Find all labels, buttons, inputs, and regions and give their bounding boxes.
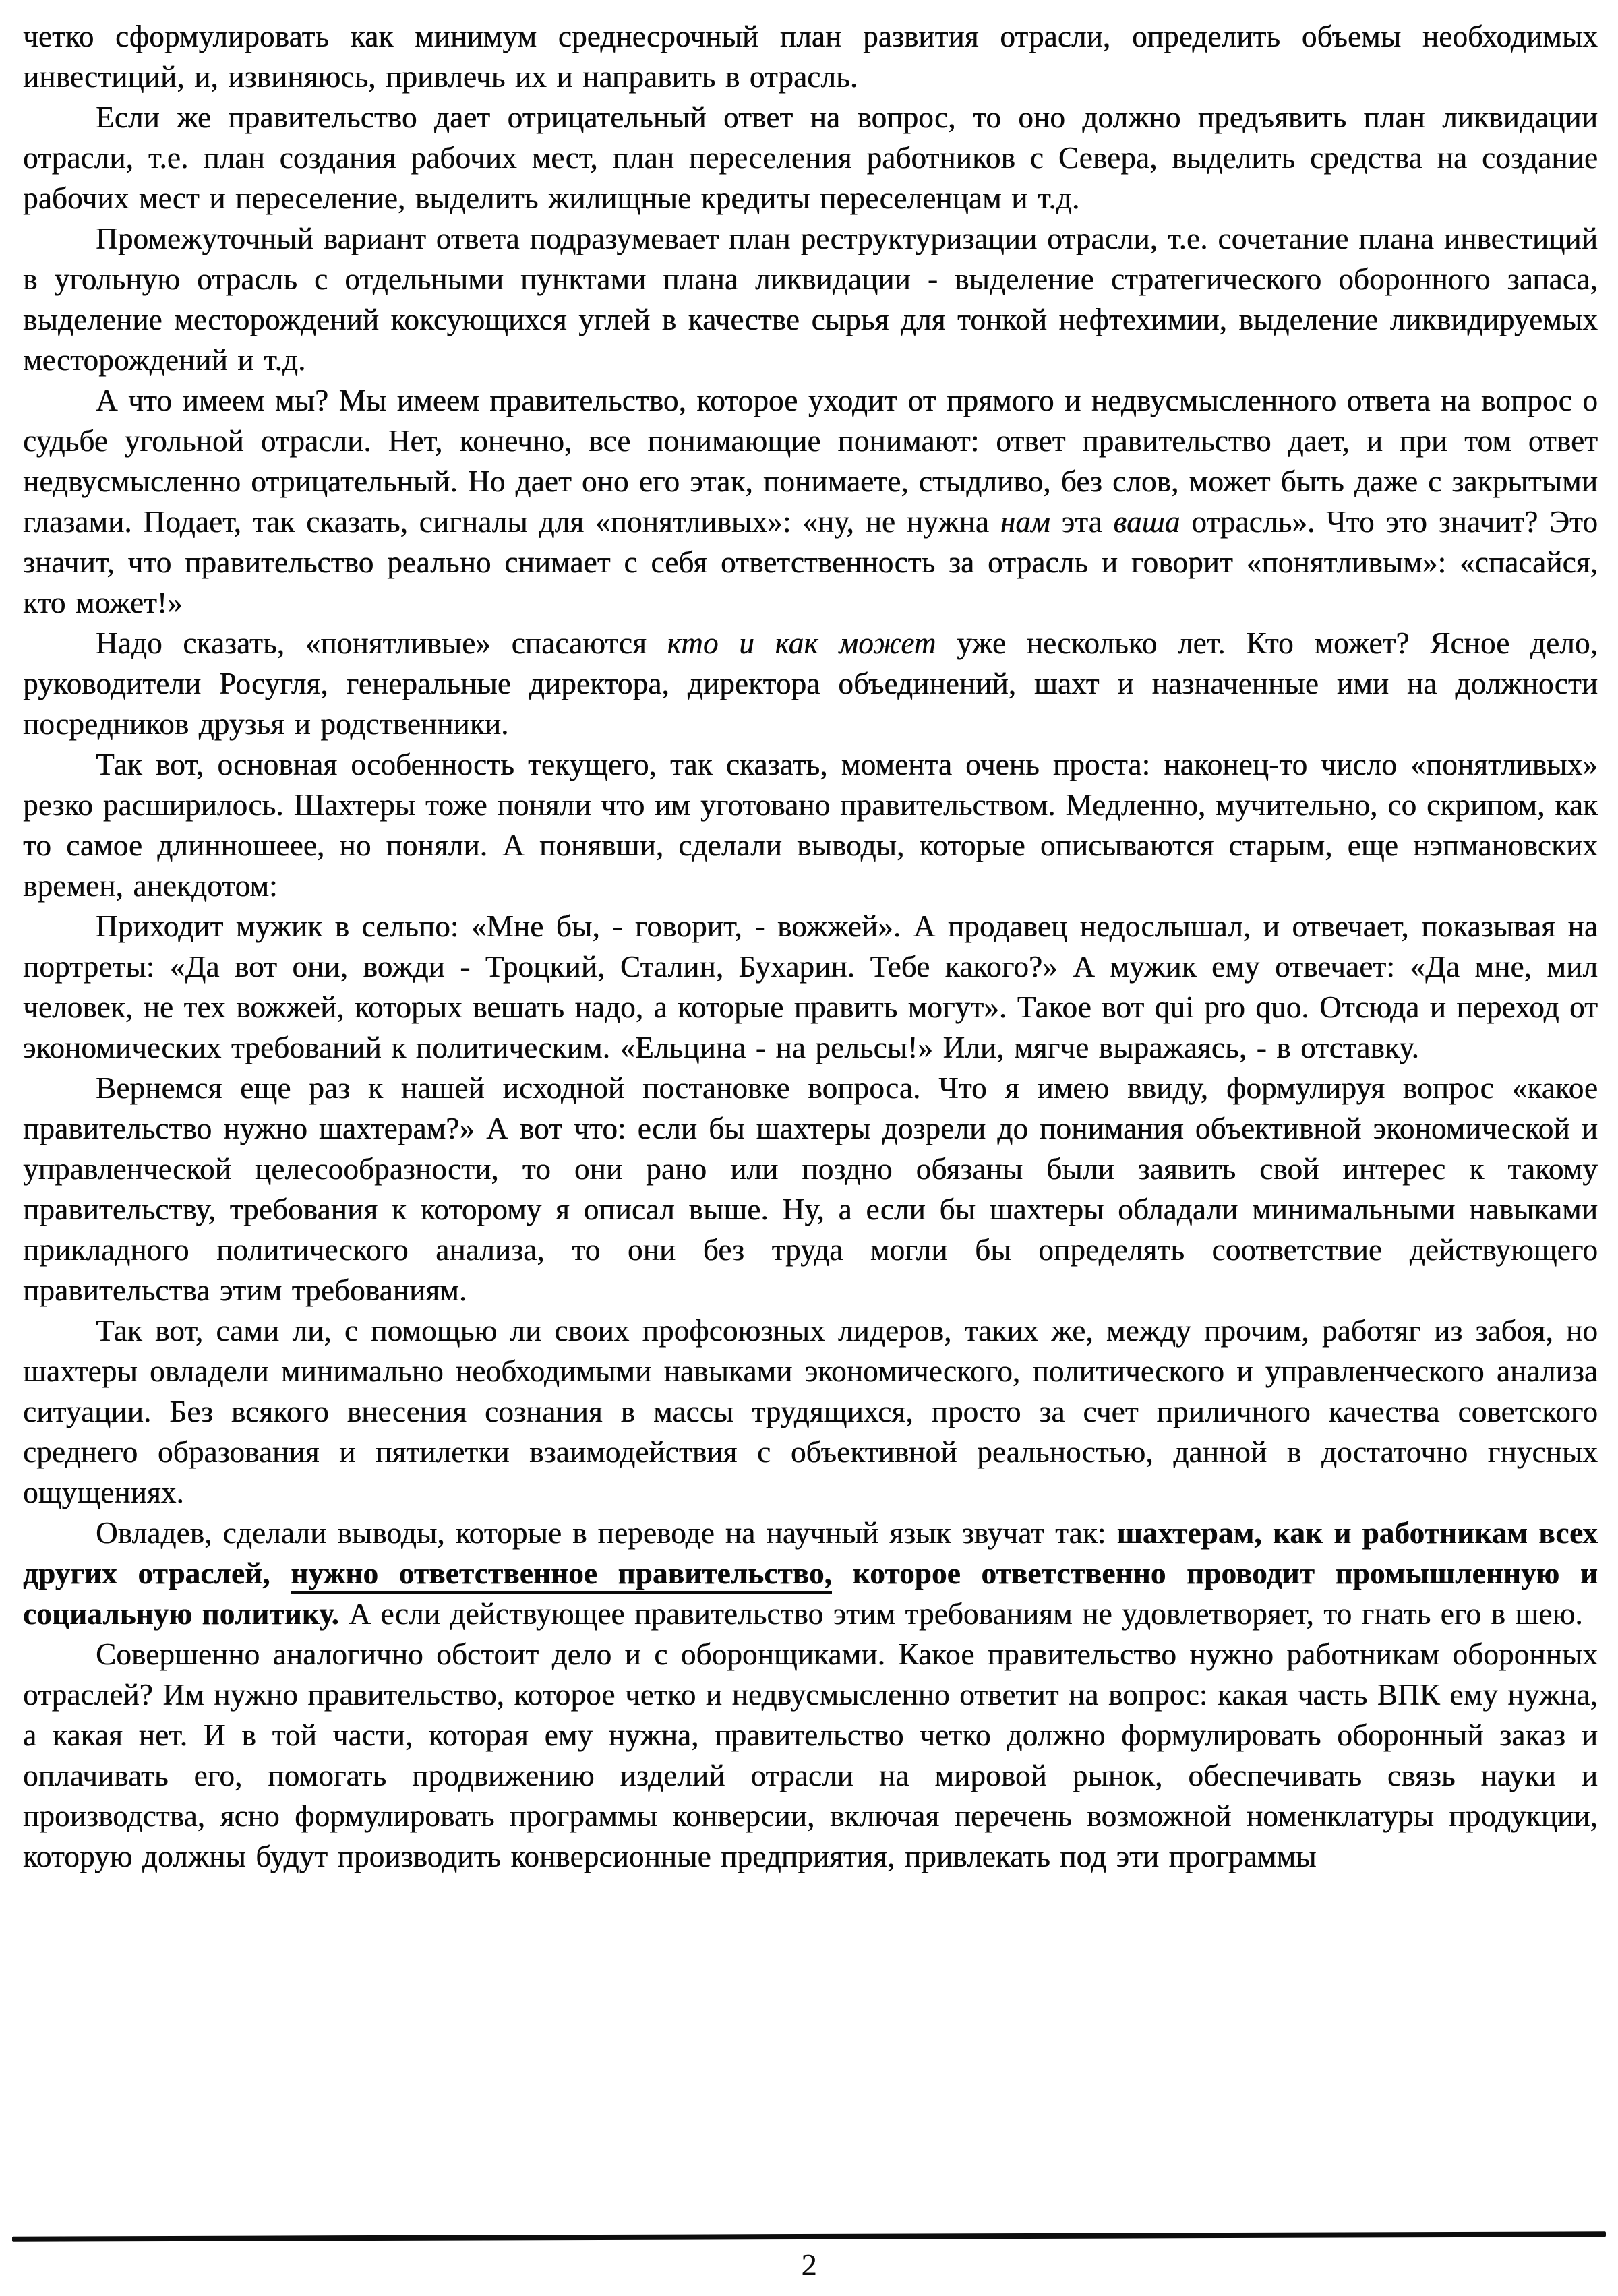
text-run: эта [1050,505,1114,539]
paragraph [23,906,1598,1068]
paragraph [23,97,1598,218]
text-run: нужно ответственное правительство, [291,1557,832,1594]
text-run: Так вот, основная особенность текущего, так сказать, момента очень проста: наконец-то число «понятливых» резко расширилось. Шахтеры тоже поняли что им уготовано правительством. Медленно, мучительно, со скрипом, как то самое длинношеее, но поняли. А понявши, сделали выводы, которые описываются старым, еще нэпмановских времен, анекдотом: [23,748,1598,903]
text-run: Овладев, сделали выводы, которые в переводе на научный язык звучат так: [96,1516,1117,1550]
paragraph [23,1068,1598,1310]
text-run: четко сформулировать как минимум среднесрочный план развития отрасли, определить объемы необходимых инвестиций, и, извиняюсь, привлечь их и направить в отрасль. [23,20,1598,94]
paragraph [23,1634,1598,1877]
paragraph [23,218,1598,380]
paragraph [23,380,1598,623]
page-number: 2 [801,2247,817,2282]
text-run: Совершенно аналогично обстоит дело и с оборонщиками. Какое правительство нужно работникам оборонных отраслей? Им нужно правительство, которое четко и недвусмысленно ответит на вопрос: какая часть ВПК ему нужна, а какая нет. И в той части, которая ему нужна, правительство четко должно формулировать оборонный заказ и оплачивать его, помогать продвижению изделий отрасли на мировой рынок, обеспечивать связь науки и производства, ясно формулировать программы конверсии, включая перечень возможной номенклатуры продукции, которую должны будут производить конверсионные предприятия, привлекать под эти программы [23,1637,1598,1873]
text-run: нам [1000,505,1050,539]
text-run: А что имеем мы? Мы имеем правительство, которое уходит от прямого и недвусмысленного ответа на вопрос о судьбе угольной отрасли. Нет, конечно, все понимающие понимают: ответ правительство дает, и при том ответ недвусмысленно отрицательный. Но дает оно его этак, понимаете, стыдливо, без слов, может быть даже с закрытыми глазами. Подает, так сказать, сигналы для «понятливых»: «ну, не нужна [23,384,1598,539]
text-run: Вернемся еще раз к нашей исходной постановке вопроса. Что я имею ввиду, формулируя вопрос «какое правительство нужно шахтерам?» А вот что: если бы шахтеры дозрели до понимания объективной экономической и управленческой целесообразности, то они рано или поздно обязаны были заявить свой интерес к такому правительству, требования к которому я описал выше. Ну, а если бы шахтеры обладали минимальными навыками прикладного политического анализа, то они без труда могли бы определять соответствие действующего правительства этим требованиям. [23,1071,1598,1307]
text-run: которое ответственно проводит промышленную и социальную политику. [23,1557,1598,1631]
text-run: А если действующее правительство этим требованиям не удовлетворяет, то гнать его в шею. [338,1597,1583,1631]
text-run: ваша [1113,505,1180,539]
page-text-body [23,16,1598,1877]
paragraph [23,16,1598,97]
text-run: Если же правительство дает отрицательный ответ на вопрос, то оно должно предъявить план ликвидации отрасли, т.е. план создания рабочих мест, план переселения работников с Севера, выделить средства на создание рабочих мест и переселение, выделить жилищные кредиты переселенцам и т.д. [23,100,1598,215]
paragraph [23,1513,1598,1634]
text-run: отрасль». Что это значит? Это значит, что правительство реально снимает с себя ответственность за отрасль и говорит «понятливым»: «спасайся, кто может!» [23,505,1598,620]
text-run: уже несколько лет. Кто может? Ясное дело, руководители Росугля, генеральные директора, директора объединений, шахт и назначенные ими на должности посредников друзья и родственники. [23,626,1598,741]
paragraph [23,1310,1598,1513]
text-run: Приходит мужик в сельпо: «Мне бы, - говорит, - вожжей». А продавец недослышал, и отвечает, показывая на портреты: «Да вот они, вожди - Троцкий, Сталин, Бухарин. Тебе какого?» А мужик ему отвечает: «Да мне, мил человек, не тех вожжей, которых вешать надо, а которые править могут». Такое вот qui pro quo. Отсюда и переход от экономических требований к политическим. «Ельцина - на рельсы!» Или, мягче выражаясь, - в отставку. [23,909,1598,1064]
paragraph [23,623,1598,744]
paragraph [23,744,1598,906]
text-run: Так вот, сами ли, с помощью ли своих профсоюзных лидеров, таких же, между прочим, работяг из забоя, но шахтеры овладели минимально необходимыми навыками экономического, политического и управленческого анализа ситуации. Без всякого внесения сознания в массы трудящихся, просто за счет приличного качества советского среднего образования и пятилетки взаимодействия с объективной реальностью, данной в достаточно гнусных ощущениях. [23,1314,1598,1509]
text-run: Надо сказать, «понятливые» спасаются [96,626,667,660]
text-run: кто и как может [667,626,936,660]
text-run: Промежуточный вариант ответа подразумевает план реструктуризации отрасли, т.е. сочетание плана инвестиций в угольную отрасль с отдельными пунктами плана ликвидации - выделение стратегического оборонного запаса, выделение месторождений коксующихся углей в качестве сырья для тонкой нефтехимии, выделение ликвидируемых месторождений и т.д. [23,222,1598,377]
text-run: шахтерам, как и работникам всех других отраслей, [23,1516,1598,1590]
footer-rule [12,2231,1606,2241]
page-footer [12,2234,1606,2283]
